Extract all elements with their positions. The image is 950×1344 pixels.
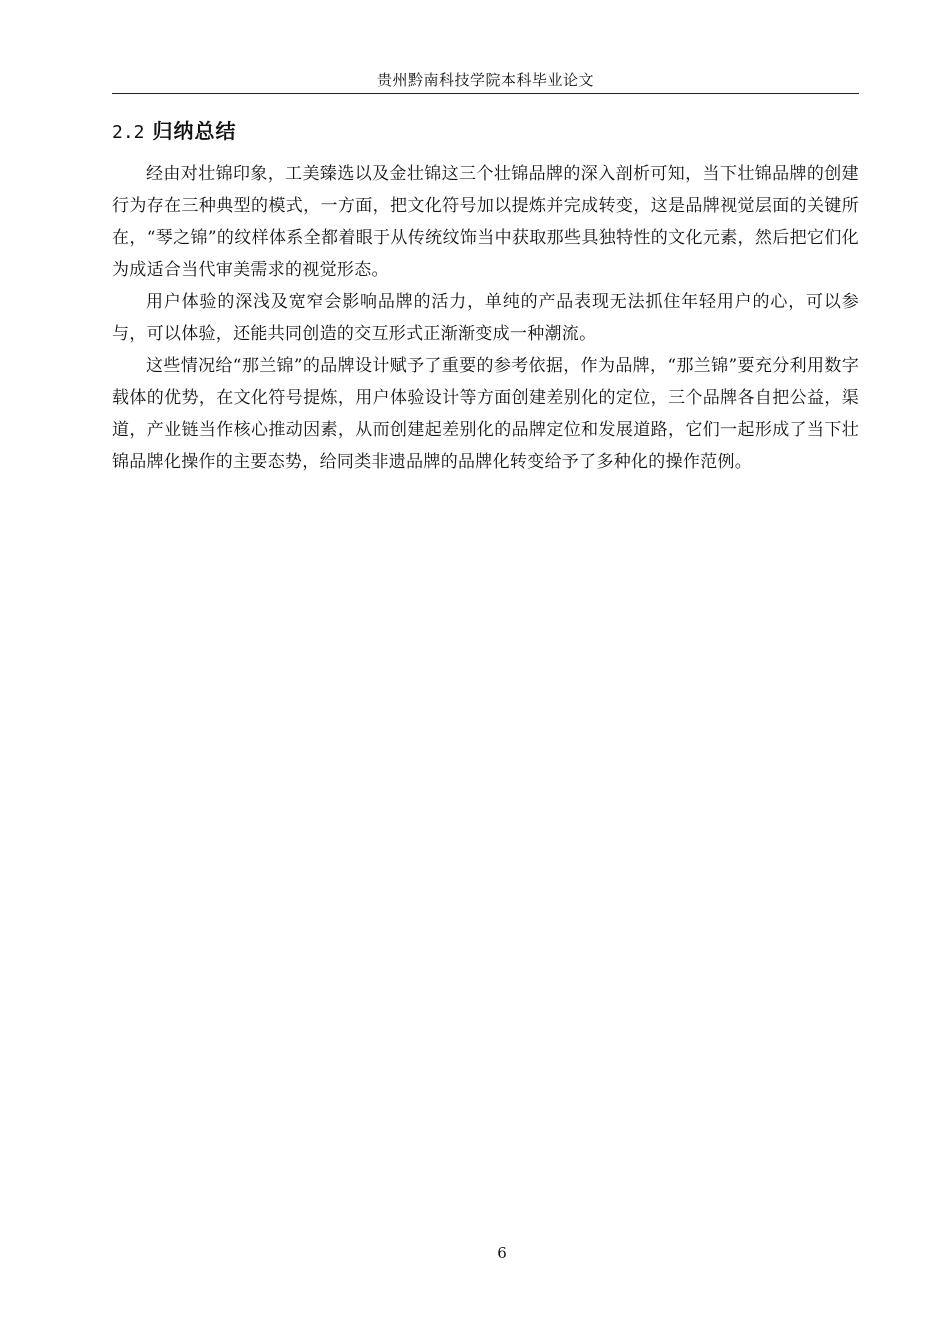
section-heading [112, 117, 237, 147]
paragraph: 经由对壮锦印象，工美臻选以及金壮锦这三个壮锦品牌的深入剖析可知，当下壮锦品牌的创建行为存在三种典型的模式，一方面，把文化符号加以提炼并完成转变，这是品牌视觉层面的关键所在，“琴之锦”的纹样体系全都着眼于从传统纹饰当中获取那些具独特性的文化元素，然后把它们化为成适合当代审美需求的视觉形态。 [112, 164, 859, 280]
header-rule [112, 93, 859, 94]
section-title: 归纳总结 [152, 119, 237, 143]
paragraph: 用户体验的深浅及宽窄会影响品牌的活力，单纯的产品表现无法抓住年轻用户的心，可以参与，可以体验，还能共同创造的交互形式正渐渐变成一种潮流。 [112, 292, 859, 344]
section-number: 2.2 [112, 122, 145, 143]
running-header: 贵州黔南科技学院本科毕业论文 [376, 71, 594, 89]
body-text [112, 158, 859, 478]
paragraph: 这些情况给“那兰锦”的品牌设计赋予了重要的参考依据，作为品牌，“那兰锦”要充分利用数字载体的优势，在文化符号提炼，用户体验设计等方面创建差别化的定位，三个品牌各自把公益，渠道，产业链当作核心推动因素，从而创建起差别化的品牌定位和发展道路，它们一起形成了当下壮锦品牌化操作的主要态势，给同类非遗品牌的品牌化转变给予了多种化的操作范例。 [112, 356, 859, 472]
page-number: 6 [497, 1244, 507, 1262]
